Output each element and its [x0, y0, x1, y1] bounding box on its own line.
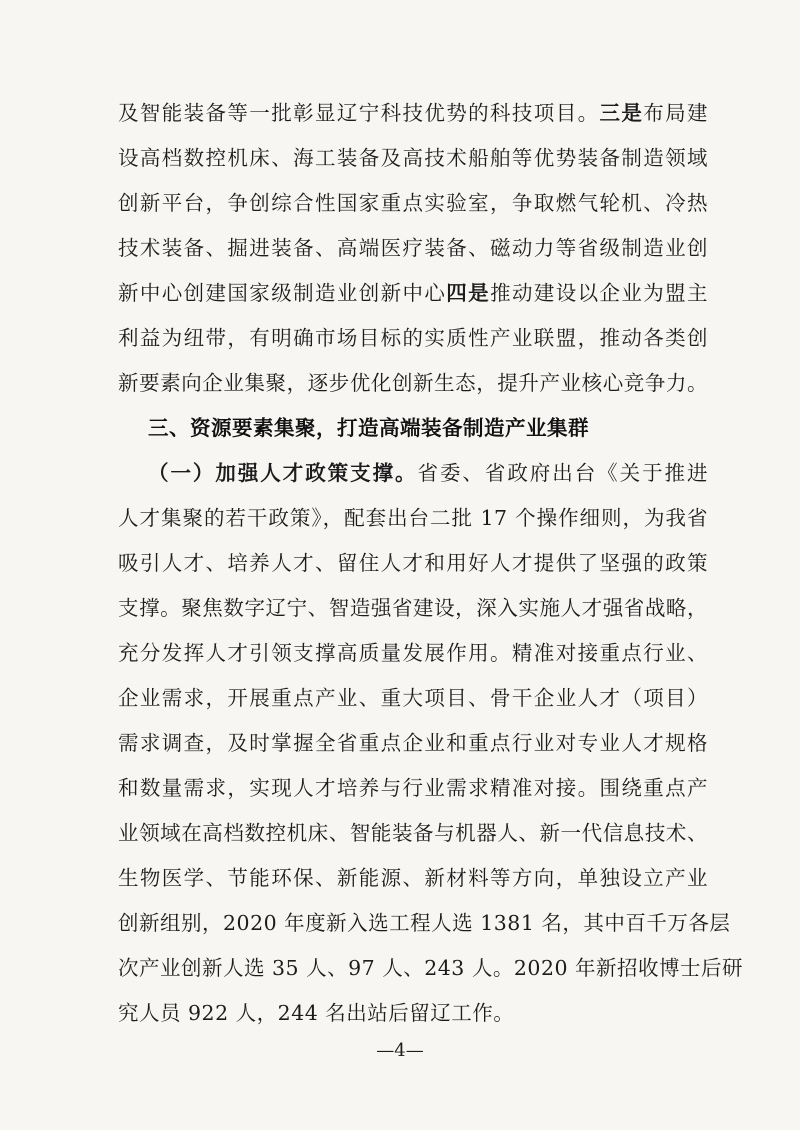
text-line: 业领域在高档数控机床、智能装备与机器人、新一代信息技术、 [118, 821, 708, 845]
text-line: 创新组别，2020 年度新入选工程人选 1381 名，其中百千万各层 [118, 911, 731, 935]
text-line: （一）加强人才政策支撑。省委、省政府出台《关于推进 [148, 461, 708, 485]
subsection-title: （一）加强人才政策支撑。 [148, 461, 418, 485]
text-line: 究人员 922 人，244 名出站后留辽工作。 [118, 1001, 515, 1025]
text-line: 设高档数控机床、海工装备及高技术船舶等优势装备制造领域 [118, 146, 708, 170]
text-line: 创新平台，争创综合性国家重点实验室，争取燃气轮机、冷热 [118, 191, 708, 215]
page-number: —4— [376, 1040, 424, 1061]
text-line: 和数量需求，实现人才培养与行业需求精准对接。围绕重点产 [118, 776, 708, 800]
text-line: 人才集聚的若干政策》，配套出台二批 17 个操作细则，为我省 [118, 506, 708, 530]
text-line: 企业需求，开展重点产业、重大项目、骨干企业人才（项目） [118, 686, 708, 710]
emphasis-text: 三是 [599, 101, 644, 125]
text-line: 支撑。聚焦数字辽宁、智造强省建设，深入实施人才强省战略， [118, 596, 708, 620]
text-line: 新中心创建国家级制造业创新中心四是推动建设以企业为盟主 [118, 281, 709, 305]
text-line: 及智能装备等一批彰显辽宁科技优势的科技项目。三是布局建 [118, 101, 709, 125]
text-line: 生物医学、节能环保、新能源、新材料等方向，单独设立产业 [118, 866, 708, 890]
section-heading: 三、资源要素集聚，打造高端装备制造产业集群 [148, 416, 589, 440]
text-line: 需求调查，及时掌握全省重点企业和重点行业对专业人才规格 [118, 731, 708, 755]
text-line: 吸引人才、培养人才、留住人才和用好人才提供了坚强的政策 [118, 551, 708, 575]
text-line: 新要素向企业集聚，逐步优化创新生态，提升产业核心竞争力。 [118, 371, 708, 395]
text-line: 利益为纽带，有明确市场目标的实质性产业联盟，推动各类创 [118, 326, 708, 350]
text-line: 技术装备、掘进装备、高端医疗装备、磁动力等省级制造业创 [118, 236, 708, 260]
emphasis-text: 四是 [446, 281, 491, 305]
text-line: 充分发挥人才引领支撑高质量发展作用。精准对接重点行业、 [118, 641, 708, 665]
text-line: 次产业创新人选 35 人、97 人、243 人。2020 年新招收博士后研 [118, 956, 744, 980]
